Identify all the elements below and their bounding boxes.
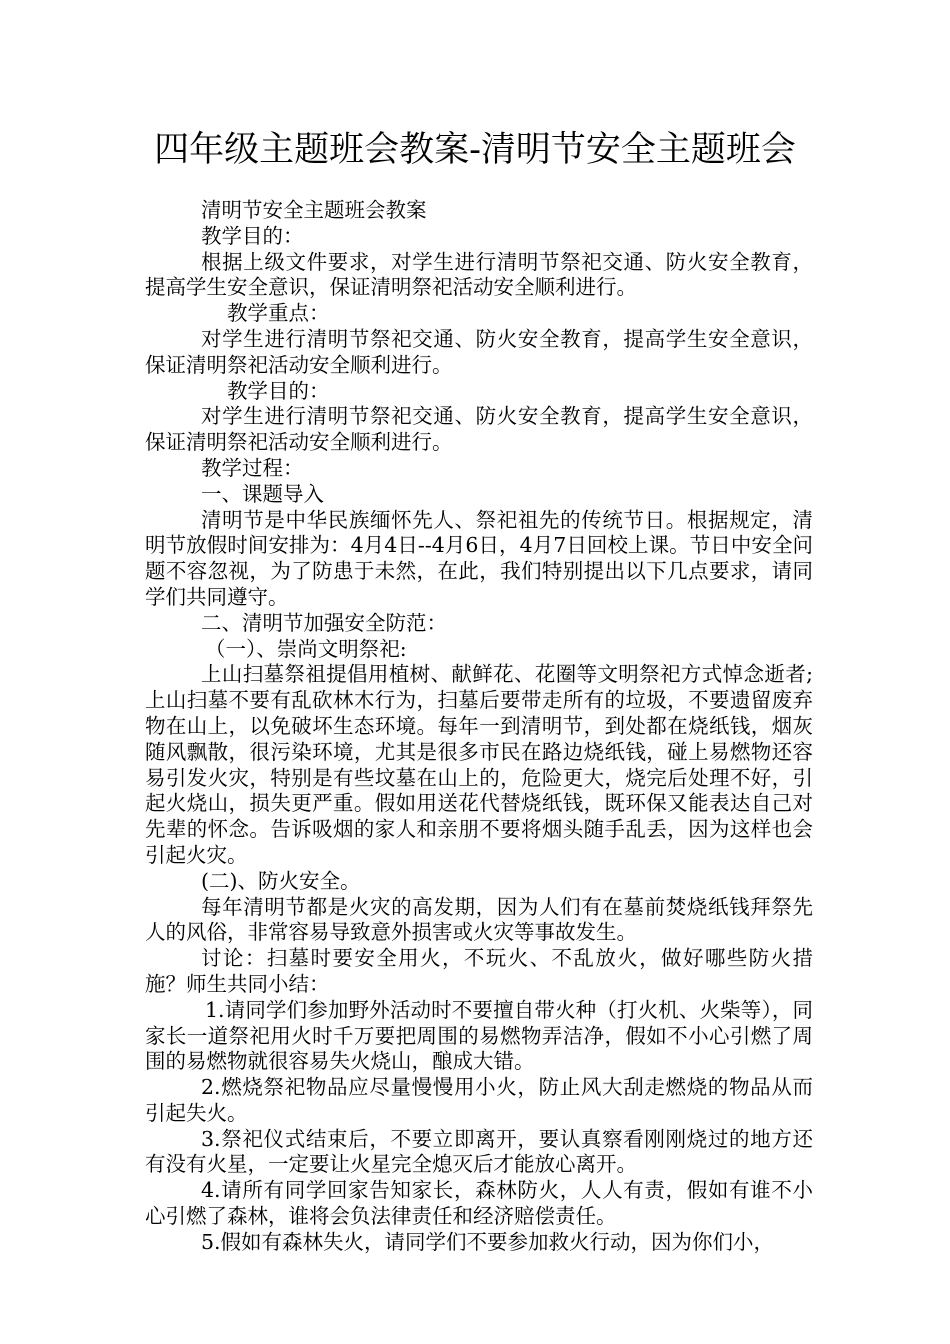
paragraph-discussion: 讨论：扫墓时要安全用火，不玩火、不乱放火，做好哪些防火措施？师生共同小结： [145,946,813,996]
paragraph-section-2-heading: 二、清明节加强安全防范： [201,610,447,635]
paragraph-teaching-focus-text: 对学生进行清明节祭祀交通、防火安全教育，提高学生安全意识，保证清明祭祀活动安全顺利进行。 [145,326,813,377]
list-item-rule-4: 4.请所有同学回家告知家长，森林防火，人人有责，假如有谁不小心引燃了森林，谁将会负法律责任和经济赔偿责任。 [145,1178,813,1229]
paragraph-teaching-purpose-text-2: 对学生进行清明节祭祀交通、防火安全教育，提高学生安全意识，保证清明祭祀活动安全顺利进行。 [145,404,813,455]
list-item-rule-5: 5.假如有森林失火，请同学们不要参加救火行动，因为你们小， [201,1229,775,1254]
paragraph-subsection-1-text: 上山扫墓祭祖提倡用植树、献鲜花、花圈等文明祭祀方式悼念逝者;上山扫墓不要有乱砍林木行为，扫墓后要带走所有的垃圾，不要遗留废弃物在山上，以免破坏生态环境。每年一到清明节，到处都在烧纸钱，烟灰随风飘散，很污染环境，尤其是很多市民在路边烧纸钱，碰上易燃物还容易引发火灾，特别是有些坟墓在山上的，危险更大，烧完后处理不好，引起火烧山，损失更严重。假如用送花代替烧纸钱，既环保又能表达自己对先辈的怀念。告诉吸烟的家人和亲朋不要将烟头随手乱丢，因为这样也会引起火灾。 [145,662,813,867]
paragraph-subsection-2-heading: (二)、防火安全。 [201,868,361,893]
paragraph-teaching-focus-label: 教学重点： [227,301,330,326]
list-item-rule-1: 1.请同学们参加野外活动时不要擅自带火种（打火机、火柴等），同家长一道祭祀用火时千万要把周围的易燃物弄洁净，假如不小心引燃了周围的易燃物就很容易失火烧山，酿成大错。 [145,997,813,1074]
paragraph-teaching-purpose-label: 教学目的： [201,223,304,248]
list-item-rule-3: 3.祭祀仪式结束后，不要立即离开，要认真察看刚刚烧过的地方还有没有火星，一定要让火星完全熄灭后才能放心离开。 [145,1126,813,1177]
list-item-rule-2: 2.燃烧祭祀物品应尽量慢慢用小火，防止风大刮走燃烧的物品从而引起失火。 [145,1075,813,1125]
paragraph-teaching-purpose-text: 根据上级文件要求，对学生进行清明节祭祀交通、防火安全教育，提高学生安全意识，保证清明祭祀活动安全顺利进行。 [145,249,813,300]
paragraph-teaching-purpose-label-2: 教学目的： [227,378,330,403]
paragraph-subsection-1-heading: （一）、崇尚文明祭祀: [205,636,407,661]
paragraph-section-1-heading: 一、课题导入 [201,481,324,506]
document-title: 四年级主题班会教案-清明节安全主题班会 [154,130,796,170]
paragraph-lesson-plan-heading: 清明节安全主题班会教案 [201,198,427,222]
document-body [145,198,813,1256]
paragraph-teaching-process-label: 教学过程： [201,455,304,480]
paragraph-section-1-text: 清明节是中华民族缅怀先人、祭祀祖先的传统节日。根据规定，清明节放假时间安排为：4月4日--4月6日，4月7日回校上课。节日中安全问题不容忽视，为了防患于未然，在此，我们特别提出以下几点要求，请同学们共同遵守。 [145,507,813,609]
paragraph-subsection-2-text: 每年清明节都是火灾的高发期，因为人们有在墓前焚烧纸钱拜祭先人的风俗，非常容易导致意外损害或火灾等事故发生。 [145,894,813,945]
